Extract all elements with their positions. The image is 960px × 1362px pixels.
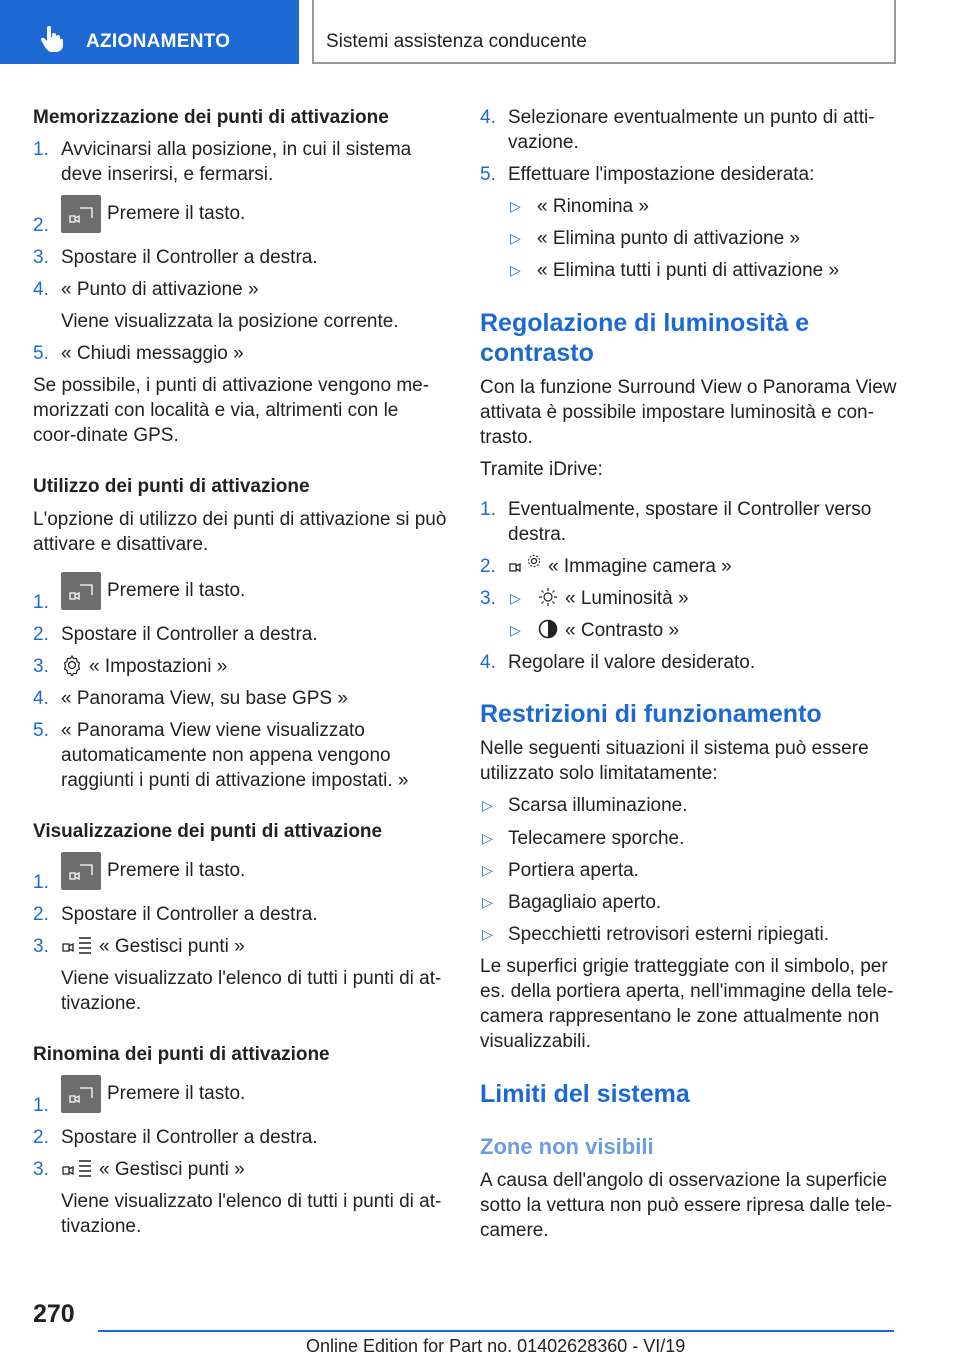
heading-memorizzazione: Memorizzazione dei punti di attivazione — [33, 107, 389, 128]
paragraph: L'opzione di utilizzo dei punti di attivazione si può attivare e disattivare. — [33, 509, 447, 555]
camera-list-icon — [61, 934, 93, 956]
section-tab — [0, 0, 299, 64]
paragraph: Nelle seguenti situazioni il sistema può essere utilizzato solo limitatamente: — [480, 738, 869, 784]
chapter-label: Sistemi assistenza conducente — [326, 31, 587, 52]
triangle-bullet-icon: ▷ — [482, 926, 493, 942]
heading-zone: Zone non visibili — [480, 1134, 654, 1159]
paragraph: Le superfici grigie tratteggiate con il simbolo, per es. della portiera aperta, nell'immagine della tele-camera rappresentano le zone attualmente non visualizzabili. — [480, 956, 894, 1052]
step-result: Viene visualizzato l'elenco di tutti i punti di at-tivazione. — [61, 968, 442, 1014]
triangle-bullet-icon: ▷ — [482, 830, 493, 846]
triangle-bullet-icon: ▷ — [482, 797, 493, 813]
page-header — [0, 0, 960, 66]
sun-icon — [537, 586, 559, 608]
paragraph: Tramite iDrive: — [480, 459, 603, 480]
section-label: AZIONAMENTO — [86, 31, 231, 52]
camera-button-icon — [61, 852, 101, 890]
paragraph: Se possibile, i punti di attivazione vengono me-morizzati con località e via, altrimenti con le coor-dinate GPS. — [33, 375, 430, 446]
heading-restrizioni: Restrizioni di funzionamento — [480, 700, 822, 728]
triangle-bullet-icon: ▷ — [510, 262, 521, 278]
paragraph: A causa dell'angolo di osservazione la superficie sotto la vettura non può essere ripresa dalle tele-camere. — [480, 1170, 892, 1241]
edition-text: Online Edition for Part no. 01402628360 - VI/19 — [306, 1336, 686, 1356]
hand-pointer-icon — [38, 24, 66, 52]
gear-icon — [61, 654, 83, 676]
triangle-bullet-icon: ▷ — [510, 198, 521, 214]
heading-limiti: Limiti del sistema — [480, 1080, 690, 1108]
page-number: 270 — [33, 1300, 75, 1328]
step-result: Viene visualizzato l'elenco di tutti i punti di at-tivazione. — [61, 1191, 442, 1237]
footer-divider — [98, 1330, 894, 1332]
camera-settings-icon — [508, 554, 542, 576]
camera-button-icon — [61, 572, 101, 610]
step-result: Viene visualizzata la posizione corrente. — [61, 311, 399, 332]
page-footer — [0, 1290, 960, 1362]
triangle-bullet-icon: ▷ — [510, 230, 521, 246]
chapter-box — [312, 0, 896, 64]
heading-utilizzo: Utilizzo dei punti di attivazione — [33, 476, 310, 497]
camera-button-icon — [61, 1075, 101, 1113]
heading-luminosita: Regolazione di luminosità e contrasto — [480, 309, 810, 367]
contrast-icon — [537, 618, 559, 640]
heading-rinomina: Rinomina dei punti di attivazione — [33, 1044, 330, 1065]
camera-list-icon — [61, 1157, 93, 1179]
triangle-bullet-icon: ▷ — [482, 894, 493, 910]
heading-visualizzazione: Visualizzazione dei punti di attivazione — [33, 821, 383, 842]
paragraph: Con la funzione Surround View o Panorama View attivata è possibile impostare luminosità e con-trasto. — [480, 377, 897, 448]
triangle-bullet-icon: ▷ — [482, 862, 493, 878]
triangle-bullet-icon: ▷ — [510, 622, 521, 638]
triangle-bullet-icon: ▷ — [510, 590, 521, 606]
camera-button-icon — [61, 195, 101, 233]
